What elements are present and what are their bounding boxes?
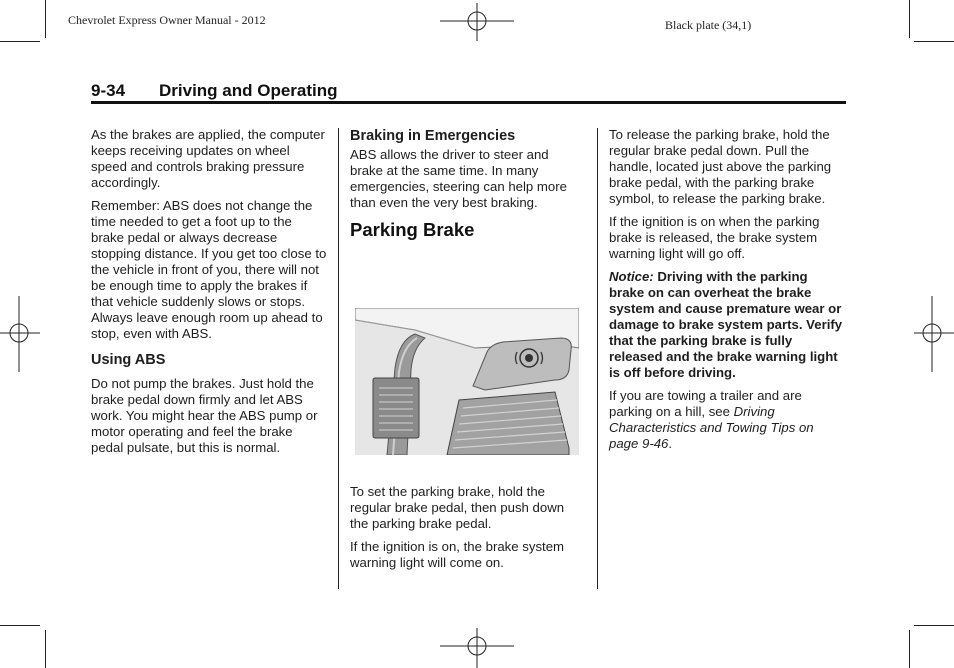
registration-mark-left	[0, 296, 42, 372]
crop-mark	[909, 0, 910, 38]
paragraph: ABS allows the driver to steer and brake at the same time. In many emergencies, steering can help more than even the very best braking.	[350, 147, 567, 210]
page-number: 9-34	[91, 81, 126, 100]
section-title: Driving and Operating	[159, 81, 338, 100]
parking-brake-illustration	[355, 308, 579, 455]
crop-mark	[909, 630, 910, 668]
paragraph: As the brakes are applied, the computer keeps receiving updates on wheel speed and controls braking pressure accordingly.	[91, 127, 325, 190]
crop-mark	[914, 41, 954, 42]
paragraph: To release the parking brake, hold the regular brake pedal down. Pull the handle, located just above the parking brake pedal, with the parking brake symbol, to release the parking brake.	[609, 127, 832, 206]
registration-mark-top	[440, 3, 516, 43]
crop-mark	[914, 625, 954, 626]
paragraph: Do not pump the brakes. Just hold the brake pedal down firmly and let ABS work. You might hear the ABS pump or motor operating and feel the brake pedal pulsate, but this is normal.	[91, 376, 318, 455]
towing-text: If you are towing a trailer and are parking on a hill, see	[609, 388, 802, 419]
paragraph: If the ignition is on, the brake system warning light will come on.	[350, 539, 565, 570]
cross-reference-link[interactable]: Driving Characteristics and Towing Tips on page 9-46	[609, 404, 814, 451]
heading-parking-brake: Parking Brake	[350, 219, 475, 240]
plate-label: Black plate (34,1)	[665, 18, 752, 32]
notice-text: Driving with the parking brake on can overheat the brake system and cause premature wear or damage to brake system parts. Verify that the parking brake is fully released and the brake warning light is off before driving.	[609, 269, 843, 380]
subheading-braking-in-emergencies: Braking in Emergencies	[350, 128, 516, 144]
notice-label: Notice:	[609, 269, 654, 284]
subheading-using-abs: Using ABS	[91, 352, 166, 368]
registration-mark-bottom	[440, 626, 516, 668]
crop-mark	[45, 630, 46, 668]
column-divider	[597, 128, 598, 589]
crop-mark	[0, 41, 40, 42]
notice-paragraph	[609, 269, 846, 381]
column-divider	[338, 128, 339, 589]
period: .	[668, 436, 673, 451]
paragraph: If the ignition is on when the parking brake is released, the brake system warning light will go off.	[609, 214, 820, 261]
registration-mark-right	[912, 296, 954, 372]
column-2-lower	[350, 484, 582, 578]
paragraph	[609, 388, 846, 452]
paragraph: Remember: ABS does not change the time needed to get a foot up to the brake pedal or always decrease stopping distance. If you get too close to the vehicle in front of you, there will not be enough time to apply the brakes if that vehicle suddenly slows or stops. Always leave enough room up ahead to stop, even with ABS.	[91, 198, 327, 341]
column-3	[609, 127, 846, 459]
paragraph: To set the parking brake, hold the regular brake pedal, then push down the parking brake pedal.	[350, 484, 565, 531]
crop-mark	[45, 0, 46, 38]
crop-mark	[0, 625, 40, 626]
header-rule	[91, 101, 846, 104]
column-1	[91, 127, 327, 463]
manual-title: Chevrolet Express Owner Manual - 2012	[68, 13, 266, 27]
section-header	[91, 81, 846, 103]
column-2	[350, 127, 582, 242]
